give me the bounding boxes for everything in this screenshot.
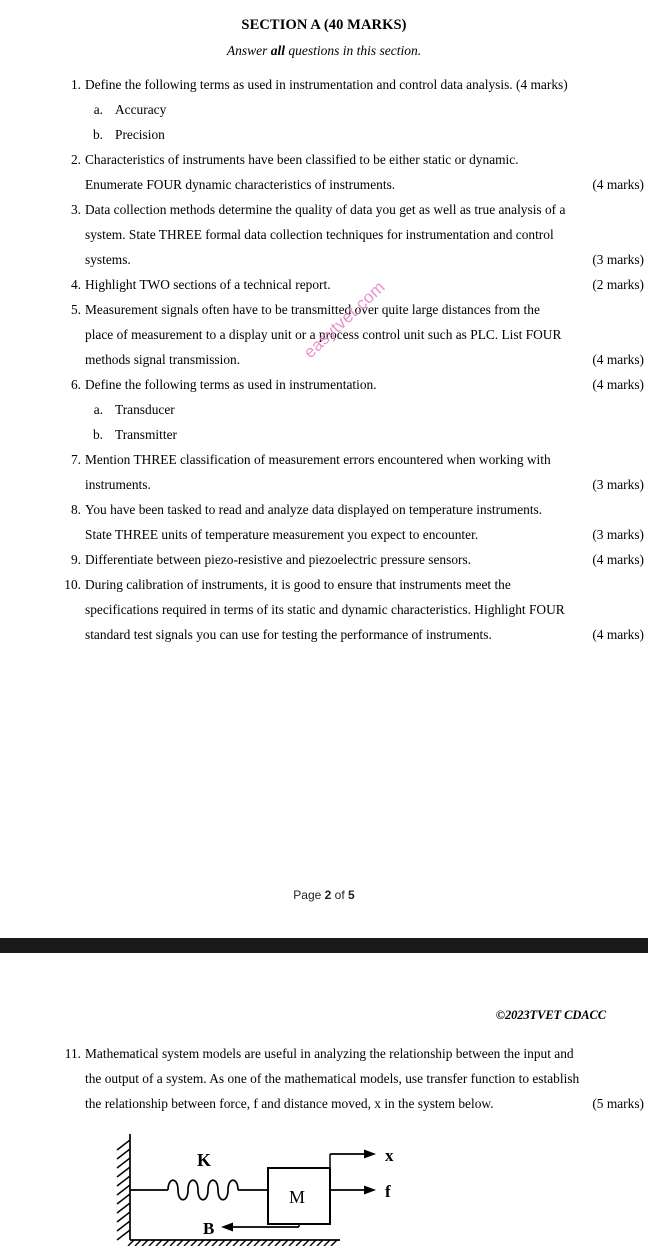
sub-item-label: b. <box>92 126 103 142</box>
question-number: 2. <box>70 151 81 167</box>
sub-item-text: Transmitter <box>115 426 177 442</box>
question-number: 3. <box>70 201 81 217</box>
mass-spring-damper-diagram <box>0 1128 648 1246</box>
question-body <box>85 272 644 297</box>
sub-item-label: a. <box>93 101 103 117</box>
question-text: methods signal transmission. <box>85 351 241 367</box>
displacement-arrow-head <box>364 1150 376 1159</box>
spring-label: K <box>197 1150 212 1170</box>
damper-label: B <box>203 1219 215 1238</box>
instruction-prefix: Answer <box>226 43 271 59</box>
question-item <box>0 1041 648 1116</box>
marks-allocation: (3 marks) <box>592 251 644 267</box>
exam-page-three <box>0 953 648 1246</box>
question-text: You have been tasked to read and analyze data displayed on temperature instruments. <box>85 501 543 517</box>
question-sub-item <box>85 397 608 422</box>
question-sub-item <box>85 97 608 122</box>
question-line <box>85 147 608 172</box>
question-number: 1. <box>70 76 81 92</box>
question-text: systems. <box>85 251 131 267</box>
question-text: Differentiate between piezo-resistive and piezoelectric pressure sensors. <box>85 551 472 567</box>
question-line <box>85 472 644 497</box>
question-number: 10. <box>64 576 81 592</box>
instruction-suffix: questions in this section. <box>285 43 422 59</box>
marks-allocation: (5 marks) <box>592 1096 644 1111</box>
marks-allocation: (4 marks) <box>592 376 644 392</box>
question-line <box>85 522 644 547</box>
question-text: State THREE units of temperature measurement you expect to encounter. <box>85 526 479 542</box>
question-line <box>85 547 644 572</box>
question-item <box>0 447 648 497</box>
question-text: Define the following terms as used in instrumentation. <box>85 376 377 392</box>
question-line <box>85 572 608 597</box>
question-line <box>85 372 644 397</box>
question-sub-item <box>85 422 608 447</box>
question-line <box>85 447 608 472</box>
footer-total-pages: 5 <box>348 888 355 902</box>
question-item <box>0 272 648 297</box>
question-line <box>85 1066 608 1091</box>
marks-allocation: (3 marks) <box>592 526 644 542</box>
question-body <box>85 372 644 447</box>
marks-allocation: (4 marks) <box>592 351 644 367</box>
sub-item-label: a. <box>93 401 103 417</box>
question-body <box>85 297 644 372</box>
question-item <box>0 372 648 447</box>
question-line <box>85 197 608 222</box>
sub-item-text: Precision <box>115 126 165 142</box>
watermark: easytvet.com <box>300 277 389 362</box>
question-body <box>85 147 644 197</box>
question-line <box>85 247 644 272</box>
question-body <box>85 497 644 547</box>
question-line <box>85 597 608 622</box>
question-text: During calibration of instruments, it is good to ensure that instruments meet the <box>85 576 511 592</box>
wall-hatching <box>117 1140 130 1240</box>
question-line <box>85 322 608 347</box>
question-item <box>0 297 648 372</box>
question-list-continued <box>0 1041 648 1116</box>
question-text: standard test signals you can use for testing the performance of instruments. <box>85 626 492 642</box>
force-arrow-head <box>364 1186 376 1195</box>
footer-prefix: Page <box>293 888 325 902</box>
marks-allocation: (4 marks) <box>592 551 644 567</box>
damper-arrow-head <box>221 1223 233 1232</box>
question-body <box>85 547 644 572</box>
spring-coils <box>168 1180 238 1200</box>
ground-hatching <box>128 1240 337 1246</box>
mass-label: M <box>289 1187 306 1207</box>
sub-item-label: b. <box>92 426 103 442</box>
question-body <box>85 572 644 647</box>
question-line <box>85 272 644 297</box>
question-number: 8. <box>70 501 81 517</box>
question-number: 4. <box>70 276 81 292</box>
footer-current-page: 2 <box>324 888 332 902</box>
question-text: instruments. <box>85 476 151 492</box>
page-footer <box>0 888 648 902</box>
footer-middle: of <box>331 888 349 902</box>
question-line <box>85 172 644 197</box>
question-body <box>85 197 644 272</box>
sub-item-text: Accuracy <box>115 101 167 117</box>
question-number: 5. <box>70 301 81 317</box>
question-text: Data collection methods determine the quality of data you get as well as true analysis of a <box>85 201 566 217</box>
question-sub-list <box>85 97 608 147</box>
sub-item-text: Transducer <box>115 401 175 417</box>
instruction-line <box>0 43 648 59</box>
question-number: 7. <box>70 451 81 467</box>
page-separator-band <box>0 938 648 953</box>
question-line <box>85 1041 608 1066</box>
page-title: SECTION A (40 MARKS) <box>241 17 407 33</box>
marks-allocation: (3 marks) <box>592 476 644 492</box>
question-text: Highlight TWO sections of a technical report. <box>85 276 331 292</box>
question-item <box>0 497 648 547</box>
question-body <box>85 72 608 147</box>
question-text: specifications required in terms of its static and dynamic characteristics. Highlight FOUR <box>85 601 565 617</box>
question-line <box>85 72 608 97</box>
question-item <box>0 147 648 197</box>
marks-allocation: (4 marks) <box>592 626 644 642</box>
force-label: f <box>385 1182 391 1201</box>
marks-allocation: (4 marks) <box>592 176 644 192</box>
copyright-notice: ©2023TVET CDACC <box>495 1008 606 1022</box>
question-line <box>85 1091 644 1116</box>
question-text: Characteristics of instruments have been classified to be either static or dynamic. <box>85 151 519 167</box>
question-text: Mention THREE classification of measurement errors encountered when working with <box>85 451 551 467</box>
question-text: Enumerate FOUR dynamic characteristics of instruments. <box>85 176 396 192</box>
instruction-emphasis: all <box>270 43 285 59</box>
question-list <box>0 72 648 647</box>
question-sub-list <box>85 397 608 447</box>
question-text: place of measurement to a display unit or a process control unit such as PLC. List FOUR <box>85 326 562 342</box>
question-item <box>0 197 648 272</box>
question-text: the output of a system. As one of the mathematical models, use transfer function to establish <box>85 1071 580 1086</box>
question-body <box>85 1041 644 1116</box>
question-item <box>0 547 648 572</box>
question-number: 9. <box>70 551 81 567</box>
question-number: 11. <box>64 1046 81 1061</box>
marks-allocation: (2 marks) <box>592 276 644 292</box>
question-text: system. State THREE formal data collection techniques for instrumentation and control <box>85 226 554 242</box>
question-number: 6. <box>70 376 81 392</box>
question-text: the relationship between force, f and distance moved, x in the system below. <box>85 1096 494 1111</box>
question-text: Mathematical system models are useful in analyzing the relationship between the input and <box>85 1046 574 1061</box>
mass-spring-damper-svg <box>108 1128 418 1246</box>
question-text: Define the following terms as used in instrumentation and control data analysis. (4 marks) <box>85 76 568 92</box>
question-body <box>85 447 644 497</box>
question-line <box>85 497 608 522</box>
question-item <box>0 572 648 647</box>
question-line <box>85 622 644 647</box>
question-sub-item <box>85 122 608 147</box>
question-text: Measurement signals often have to be transmitted over quite large distances from the <box>85 301 540 317</box>
question-line <box>85 222 608 247</box>
question-line <box>85 297 608 322</box>
question-line <box>85 347 644 372</box>
question-item <box>0 72 648 147</box>
displacement-label: x <box>385 1146 394 1165</box>
